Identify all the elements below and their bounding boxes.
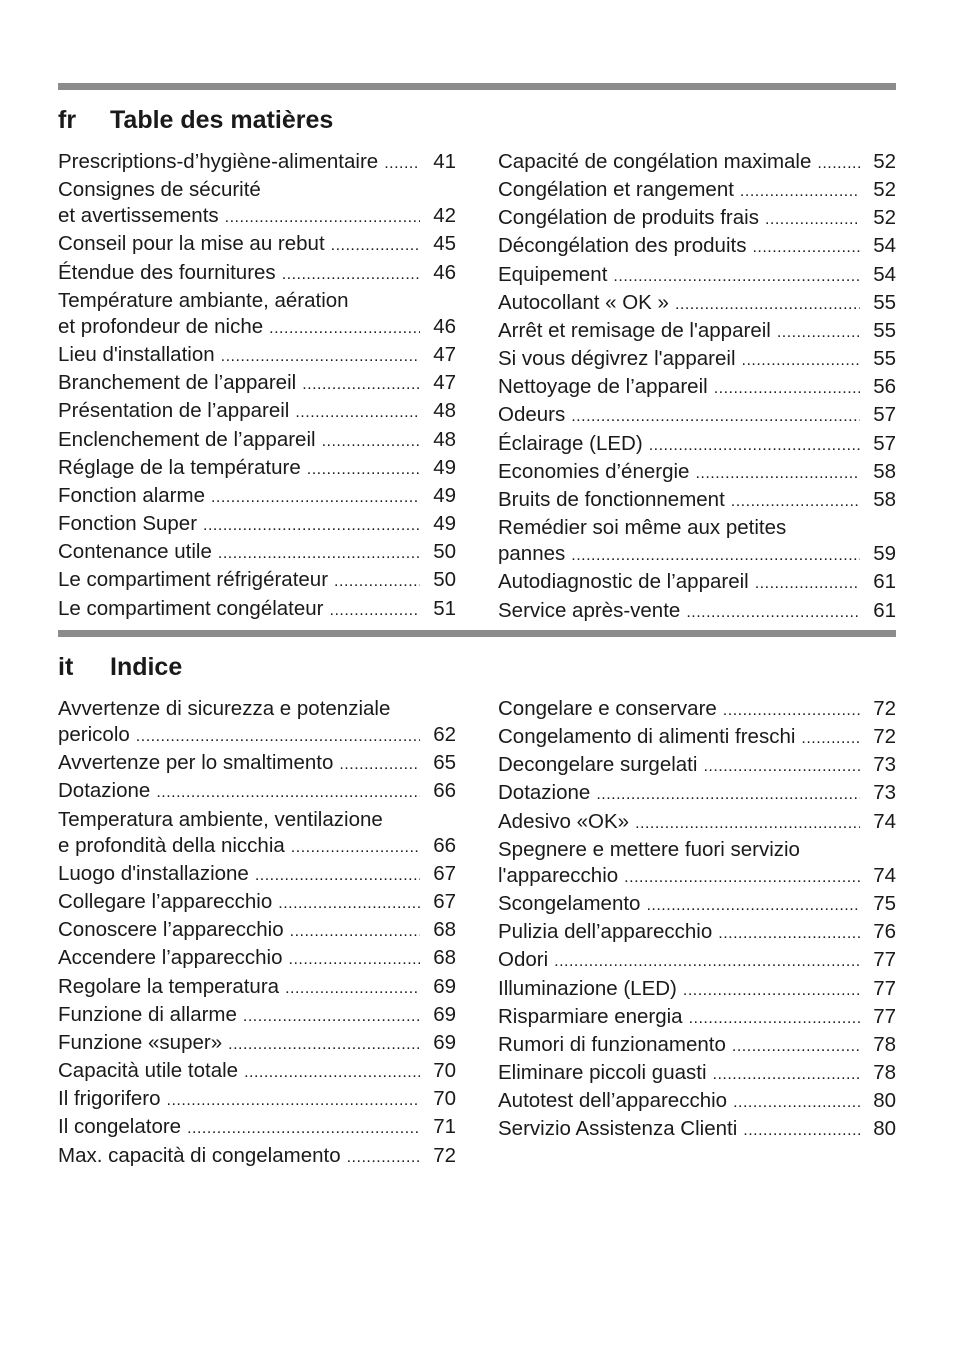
toc-entry-title: Rumori di funzionamento <box>498 1032 726 1056</box>
toc-entry[interactable] <box>498 569 896 597</box>
dot-leader <box>291 835 420 861</box>
toc-entry[interactable] <box>498 724 896 752</box>
toc-entry-page: 70 <box>433 1059 456 1083</box>
dot-leader <box>339 752 420 778</box>
toc-entry-title: Présentation de l’appareil <box>58 399 290 423</box>
toc-entry[interactable] <box>498 318 896 346</box>
toc-entry-title: Décongélation des produits <box>498 234 747 258</box>
dot-leader <box>740 179 860 205</box>
toc-entry-title: Il frigorifero <box>58 1087 161 1111</box>
dot-leader <box>646 893 860 919</box>
toc-entry[interactable] <box>498 402 896 430</box>
dot-leader <box>228 1032 420 1058</box>
toc-entry[interactable] <box>58 1114 456 1142</box>
toc-entry-page: 74 <box>873 863 896 887</box>
toc-entry[interactable] <box>498 947 896 975</box>
toc-entry-title: pericolo <box>58 723 130 747</box>
toc-entry[interactable] <box>498 752 896 780</box>
toc-entry-title: Fonction alarme <box>58 483 205 507</box>
toc-entry-title: Collegare l’apparecchio <box>58 890 273 914</box>
toc-entry-title: Si vous dégivrez l'appareil <box>498 347 736 371</box>
toc-entry-page: 69 <box>433 974 456 998</box>
toc-entry-page: 78 <box>873 1061 896 1085</box>
section-title: Indice <box>110 652 183 681</box>
toc-entry-title: et profondeur de niche <box>58 314 264 338</box>
toc-entry[interactable] <box>498 976 896 1004</box>
toc-entry-title: Congélation et rangement <box>498 178 734 202</box>
dot-leader <box>285 976 420 1002</box>
toc-entry[interactable] <box>58 511 456 539</box>
toc-entry[interactable] <box>498 809 896 837</box>
toc-entry[interactable] <box>58 1058 456 1086</box>
toc-entry-title: l'apparecchio <box>498 863 619 887</box>
toc-entry[interactable] <box>498 262 896 290</box>
dot-leader <box>167 1088 420 1114</box>
section-divider <box>58 83 896 90</box>
toc-entry-title: Spegnere e mettere fuori servizio <box>498 837 800 861</box>
toc-entry-page: 68 <box>433 918 456 942</box>
toc-entry-page: 46 <box>433 314 456 338</box>
toc-entry-title: Le compartiment congélateur <box>58 596 324 620</box>
toc-entry-title: Congelare e conservare <box>498 697 717 720</box>
toc-entry[interactable] <box>498 177 896 205</box>
toc-entry[interactable] <box>498 1004 896 1032</box>
toc-entry-title: Pulizia dell’apparecchio <box>498 920 713 944</box>
toc-entry-page: 61 <box>873 570 896 594</box>
toc-entry-page: 74 <box>873 809 896 833</box>
dot-leader <box>221 344 420 370</box>
toc-entry[interactable] <box>498 205 896 233</box>
dot-leader <box>732 1034 860 1060</box>
toc-entry[interactable] <box>58 778 456 806</box>
dot-leader <box>743 1118 860 1144</box>
toc-entry-title: Il congelatore <box>58 1115 182 1139</box>
toc-entry-title: Réglage de la température <box>58 455 301 479</box>
dot-leader <box>330 598 420 624</box>
toc-entry-title: Consignes de sécurité <box>58 178 261 202</box>
toc-entry[interactable] <box>58 750 456 778</box>
toc-entry-page: 67 <box>433 861 456 885</box>
toc-entry-title: Decongelare surgelati <box>498 753 698 777</box>
dot-leader <box>635 811 860 837</box>
toc-entry-page: 54 <box>873 262 896 286</box>
toc-entry[interactable] <box>58 427 456 455</box>
toc-entry-title: Congelamento di alimenti freschi <box>498 725 796 749</box>
toc-entry-title: Scongelamento <box>498 892 641 916</box>
toc-entry[interactable] <box>58 149 456 177</box>
toc-entry[interactable] <box>58 370 456 398</box>
toc-entry-page: 73 <box>873 781 896 805</box>
toc-column-right <box>498 149 896 626</box>
dot-leader <box>278 891 420 917</box>
toc-entry-title: Nettoyage de l’appareil <box>498 375 708 399</box>
toc-entry-title: Eliminare piccoli guasti <box>498 1061 707 1085</box>
dot-leader <box>136 724 420 750</box>
toc-entry[interactable] <box>498 837 896 891</box>
toc-entry-page: 49 <box>433 483 456 507</box>
toc-entry-title: Capacità utile totale <box>58 1059 239 1083</box>
dot-leader <box>613 264 860 290</box>
toc-entry[interactable] <box>498 346 896 374</box>
toc-entry[interactable] <box>58 945 456 973</box>
toc-entry[interactable] <box>58 260 456 288</box>
dot-leader <box>718 921 860 947</box>
toc-entry-page: 70 <box>433 1087 456 1111</box>
toc-entry[interactable] <box>498 919 896 947</box>
dot-leader <box>817 151 860 177</box>
toc-entry[interactable] <box>58 567 456 595</box>
dot-leader <box>384 151 420 177</box>
toc-entry-page: 55 <box>873 347 896 371</box>
toc-entry[interactable] <box>498 431 896 459</box>
toc-entry[interactable] <box>58 398 456 426</box>
toc-entry-title: Étendue des fournitures <box>58 260 276 284</box>
toc-entry-page: 66 <box>433 833 456 857</box>
toc-entry-title: Accendere l’apparecchio <box>58 946 283 970</box>
toc-entry[interactable] <box>498 696 896 724</box>
toc-entry-title: pannes <box>498 542 566 566</box>
toc-entry[interactable] <box>58 177 456 231</box>
dot-leader <box>571 543 860 569</box>
toc-entry-page: 72 <box>873 697 896 720</box>
dot-leader <box>255 863 420 889</box>
toc-entry-title: Funzione di allarme <box>58 1002 237 1026</box>
toc-entry[interactable] <box>498 891 896 919</box>
toc-entry-page: 65 <box>433 751 456 775</box>
toc-entry-title: Regolare la temperatura <box>58 974 280 998</box>
toc-entry-title: Congélation de produits frais <box>498 206 759 230</box>
dot-leader <box>571 404 860 430</box>
dot-leader <box>703 754 860 780</box>
toc-entry[interactable] <box>58 231 456 259</box>
toc-entry-title: Odeurs <box>498 403 566 427</box>
toc-entry-page: 73 <box>873 753 896 777</box>
toc-entry-page: 50 <box>433 540 456 564</box>
section-heading <box>58 100 896 140</box>
dot-leader <box>765 207 860 233</box>
toc-entry-title: Remédier soi même aux petites <box>498 516 787 540</box>
toc-entry-page: 56 <box>873 375 896 399</box>
toc-entry-title: Avvertenze per lo smaltimento <box>58 751 334 775</box>
toc-entry-title: Autodiagnostic de l’appareil <box>498 570 749 594</box>
dot-leader <box>596 782 860 808</box>
toc-entry-page: 52 <box>873 178 896 202</box>
dot-leader <box>331 233 420 259</box>
toc-entry[interactable] <box>498 1116 896 1144</box>
toc-entry-title: Risparmiare energia <box>498 1004 683 1028</box>
dot-leader <box>302 372 420 398</box>
dot-leader <box>269 316 420 342</box>
toc-entry-page: 49 <box>433 512 456 536</box>
toc-entry[interactable] <box>498 233 896 261</box>
language-code: it <box>58 652 74 681</box>
dot-leader <box>334 569 420 595</box>
dot-leader <box>675 292 860 318</box>
toc-entry[interactable] <box>498 487 896 515</box>
toc-entry[interactable] <box>58 696 456 750</box>
toc-entry[interactable] <box>58 861 456 889</box>
dot-leader <box>755 571 860 597</box>
toc-entry[interactable] <box>498 290 896 318</box>
dot-leader <box>218 541 420 567</box>
toc-entry-page: 47 <box>433 343 456 367</box>
dot-leader <box>801 726 860 752</box>
dot-leader <box>225 205 420 231</box>
toc-section-it <box>58 630 896 1171</box>
toc-entry[interactable] <box>498 1032 896 1060</box>
toc-entry-title: Odori <box>498 948 549 972</box>
toc-entry-title: Avvertenze di sicurezza e potenziale <box>58 697 391 720</box>
toc-entry[interactable] <box>58 1030 456 1058</box>
dot-leader <box>290 919 420 945</box>
toc-entry-title: Lieu d'installation <box>58 343 215 367</box>
toc-entry-page: 55 <box>873 290 896 314</box>
toc-entry-page: 77 <box>873 948 896 972</box>
toc-entry-title: Fonction Super <box>58 512 198 536</box>
toc-entry-page: 72 <box>433 1143 456 1167</box>
toc-entry[interactable] <box>58 974 456 1002</box>
toc-entry-title: Funzione «super» <box>58 1030 223 1054</box>
toc-entry-title: Le compartiment réfrigérateur <box>58 568 329 592</box>
toc-entry[interactable] <box>58 483 456 511</box>
toc-column-left <box>58 149 456 626</box>
dot-leader <box>347 1145 420 1171</box>
toc-entry[interactable] <box>58 539 456 567</box>
toc-entry-title: Luogo d'installazione <box>58 861 249 885</box>
dot-leader <box>282 262 420 288</box>
toc-entry[interactable] <box>58 342 456 370</box>
dot-leader <box>713 1062 860 1088</box>
toc-column-right <box>498 696 896 1171</box>
dot-leader <box>714 376 860 402</box>
dot-leader <box>624 865 860 891</box>
toc-entry-page: 49 <box>433 455 456 479</box>
toc-entry-title: Illuminazione (LED) <box>498 976 677 1000</box>
toc-entry-title: Conseil pour la mise au rebut <box>58 232 325 256</box>
toc-entry-page: 76 <box>873 920 896 944</box>
toc-entry-page: 57 <box>873 403 896 427</box>
toc-entry-page: 77 <box>873 976 896 1000</box>
toc-entry-page: 69 <box>433 1002 456 1026</box>
dot-leader <box>649 433 860 459</box>
toc-entry[interactable] <box>498 598 896 626</box>
dot-leader <box>742 348 860 374</box>
toc-entry[interactable] <box>58 288 456 342</box>
dot-leader <box>731 489 860 515</box>
toc-section-fr <box>58 83 896 626</box>
toc-entry-title: Servizio Assistenza Clienti <box>498 1117 738 1141</box>
dot-leader <box>695 461 860 487</box>
toc-entry-title: Service après-vente <box>498 598 681 622</box>
section-divider <box>58 630 896 637</box>
toc-entry[interactable] <box>498 780 896 808</box>
toc-entry-title: Max. capacità di congelamento <box>58 1143 341 1167</box>
toc-entry-page: 72 <box>873 725 896 749</box>
toc-entry-title: Autocollant « OK » <box>498 290 669 314</box>
dot-leader <box>733 1090 860 1116</box>
toc-entry[interactable] <box>58 807 456 861</box>
language-code: fr <box>58 105 77 134</box>
toc-entry-page: 54 <box>873 234 896 258</box>
toc-entry[interactable] <box>498 1088 896 1116</box>
toc-entry[interactable] <box>58 889 456 917</box>
dot-leader <box>289 947 421 973</box>
dot-leader <box>689 1006 860 1032</box>
dot-leader <box>322 429 420 455</box>
dot-leader <box>203 513 420 539</box>
toc-entry-page: 75 <box>873 892 896 916</box>
toc-entry-title: Economies d’énergie <box>498 459 690 483</box>
toc-entry-page: 62 <box>433 723 456 747</box>
toc-entry-page: 45 <box>433 232 456 256</box>
toc-entry-page: 68 <box>433 946 456 970</box>
toc-entry-page: 42 <box>433 204 456 228</box>
toc-entry-title: Éclairage (LED) <box>498 431 643 455</box>
dot-leader <box>156 780 420 806</box>
dot-leader <box>295 400 420 426</box>
toc-entry-title: Arrêt et remisage de l'appareil <box>498 318 771 342</box>
toc-entry-title: Branchement de l’appareil <box>58 371 297 395</box>
toc-entry-title: Capacité de congélation maximale <box>498 150 812 173</box>
dot-leader <box>307 457 420 483</box>
toc-entry-page: 47 <box>433 371 456 395</box>
toc-entry[interactable] <box>58 455 456 483</box>
toc-entry-page: 58 <box>873 459 896 483</box>
dot-leader <box>683 978 860 1004</box>
toc-entry[interactable] <box>58 1086 456 1114</box>
toc-entry[interactable] <box>58 917 456 945</box>
toc-column-left <box>58 696 456 1171</box>
toc-entry[interactable] <box>498 459 896 487</box>
toc-entry-title: Autotest dell’apparecchio <box>498 1089 728 1113</box>
toc-entry-page: 55 <box>873 318 896 342</box>
toc-entry[interactable] <box>58 1143 456 1171</box>
toc-entry-title: et avertissements <box>58 204 219 228</box>
toc-entry-page: 66 <box>433 779 456 803</box>
toc-entry-title: Temperatura ambiente, ventilazione <box>58 807 383 831</box>
toc-entry-title: Contenance utile <box>58 540 212 564</box>
dot-leader <box>723 698 860 724</box>
dot-leader <box>211 485 420 511</box>
toc-entry[interactable] <box>498 374 896 402</box>
dot-leader <box>187 1116 420 1142</box>
toc-entry-title: Dotazione <box>498 781 591 805</box>
toc-entry-page: 77 <box>873 1004 896 1028</box>
toc-entry-page: 80 <box>873 1089 896 1113</box>
toc-entry-title: Dotazione <box>58 779 151 803</box>
toc-entry-page: 69 <box>433 1030 456 1054</box>
toc-entry-page: 50 <box>433 568 456 592</box>
toc-entry-page: 67 <box>433 890 456 914</box>
toc-entry-title: e profondità della nicchia <box>58 833 285 857</box>
dot-leader <box>243 1004 420 1030</box>
toc-entry-page: 71 <box>433 1115 456 1139</box>
dot-leader <box>554 949 860 975</box>
toc-entry-title: Prescriptions-d’hygiène-alimentaire <box>58 150 379 173</box>
toc-entry-page: 41 <box>433 150 456 173</box>
toc-entry-page: 58 <box>873 487 896 511</box>
toc-entry[interactable] <box>498 515 896 569</box>
toc-entry-title: Adesivo «OK» <box>498 809 630 833</box>
toc-entry-title: Bruits de fonctionnement <box>498 487 725 511</box>
dot-leader <box>752 235 860 261</box>
toc-entry[interactable] <box>498 1060 896 1088</box>
toc-entry-page: 52 <box>873 206 896 230</box>
toc-entry[interactable] <box>58 1002 456 1030</box>
toc-entry-title: Conoscere l’apparecchio <box>58 918 284 942</box>
toc-entry-page: 48 <box>433 427 456 451</box>
toc-entry-page: 48 <box>433 399 456 423</box>
toc-entry-page: 80 <box>873 1117 896 1141</box>
section-title: Table des matières <box>110 105 334 134</box>
dot-leader <box>777 320 860 346</box>
toc-entry-page: 59 <box>873 542 896 566</box>
toc-entry[interactable] <box>498 149 896 177</box>
toc-entry-title: Température ambiante, aération <box>58 288 349 312</box>
section-heading <box>58 647 896 687</box>
dot-leader <box>686 600 860 626</box>
toc-entry-page: 46 <box>433 260 456 284</box>
dot-leader <box>244 1060 420 1086</box>
toc-entry-page: 78 <box>873 1032 896 1056</box>
toc-entry-title: Enclenchement de l’appareil <box>58 427 316 451</box>
toc-entry-page: 57 <box>873 431 896 455</box>
toc-entry[interactable] <box>58 596 456 624</box>
toc-entry-page: 51 <box>433 596 456 620</box>
toc-entry-page: 61 <box>873 598 896 622</box>
toc-entry-title: Equipement <box>498 262 608 286</box>
toc-entry-page: 52 <box>873 150 896 173</box>
